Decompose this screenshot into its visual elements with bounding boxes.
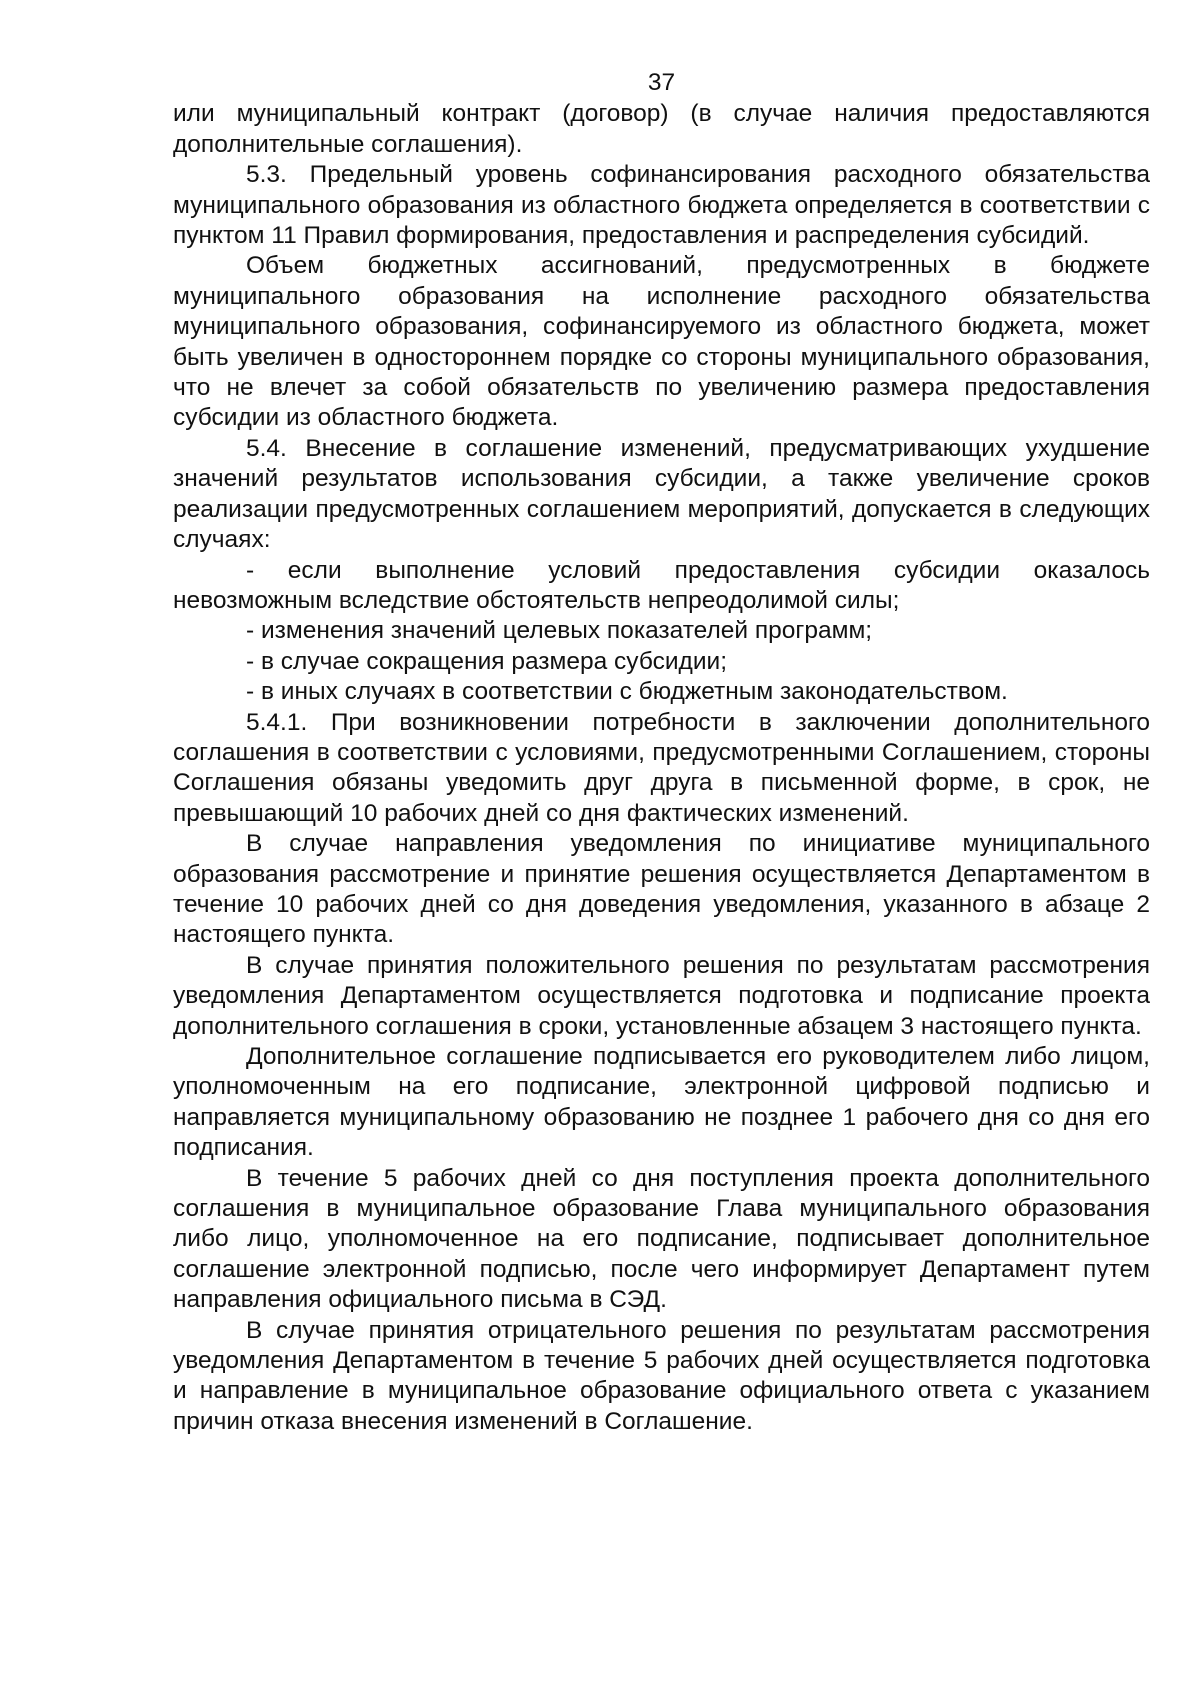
paragraph: 5.3. Предельный уровень софинансирования расходного обязательства муниципального образования из областного бюджета определяется в соответствии с пунктом 11 Правил формирования, предоставления и распределения субсидий. [173, 161, 1150, 250]
paragraph: Объем бюджетных ассигнований, предусмотренных в бюджете муниципального образования на исполнение расходного обязательства муниципального образования, софинансируемого из областного бюджета, может быть увеличен в одностороннем порядке со стороны муниципального образования, что не влечет за собой обязательств по увеличению размера предоставления субсидии из областного бюджета. [173, 252, 1150, 432]
paragraph: В случае направления уведомления по инициативе муниципального образования рассмотрение и принятие решения осуществляется Департаментом в течение 10 рабочих дней со дня доведения уведомления, указанного в абзаце 2 настоящего пункта. [173, 830, 1150, 949]
page-number: 37 [647, 69, 676, 96]
paragraph: 5.4.1. При возникновении потребности в заключении дополнительного соглашения в соответствии с условиями, предусмотренными Соглашением, стороны Соглашения обязаны уведомить друг друга в письменной форме, в срок, не превышающий 10 рабочих дней со дня фактических изменений. [173, 708, 1150, 827]
paragraph: или муниципальный контракт (договор) (в случае наличия предоставляются дополнительные соглашения). [173, 100, 1150, 158]
paragraph: В случае принятия отрицательного решения по результатам рассмотрения уведомления Департаментом в течение 5 рабочих дней осуществляется подготовка и направление в муниципальное образование официального ответа с указанием причин отказа внесения изменений в Соглашение. [173, 1316, 1150, 1435]
paragraph: - в иных случаях в соответствии с бюджетным законодательством. [246, 678, 1008, 706]
paragraph: - изменения значений целевых показателей программ; [246, 617, 873, 645]
paragraph: В случае принятия положительного решения по результатам рассмотрения уведомления Департаментом осуществляется подготовка и подписание проекта дополнительного соглашения в сроки, установленные абзацем 3 настоящего пункта. [173, 951, 1150, 1040]
paragraph: - если выполнение условий предоставления субсидии оказалось невозможным вследствие обстоятельств непреодолимой силы; [173, 556, 1150, 614]
paragraph: 5.4. Внесение в соглашение изменений, предусматривающих ухудшение значений результатов использования субсидии, а также увеличение сроков реализации предусмотренных соглашением мероприятий, допускается в следующих случаях: [173, 434, 1150, 554]
document-page [173, 68, 1150, 1437]
paragraph: - в случае сокращения размера субсидии; [246, 647, 728, 675]
paragraph: В течение 5 рабочих дней со дня поступления проекта дополнительного соглашения в муниципальное образование Глава муниципального образования либо лицо, уполномоченное на его подписание, подписывает дополнительное соглашение электронной подписью, после чего информирует Департамент путем направления официального письма в СЭД. [173, 1164, 1150, 1314]
paragraph: Дополнительное соглашение подписывается его руководителем либо лицом, уполномоченным на его подписание, электронной цифровой подписью и направляется муниципальному образованию не позднее 1 рабочего дня со дня его подписания. [173, 1043, 1150, 1162]
document-body [173, 99, 1150, 1437]
